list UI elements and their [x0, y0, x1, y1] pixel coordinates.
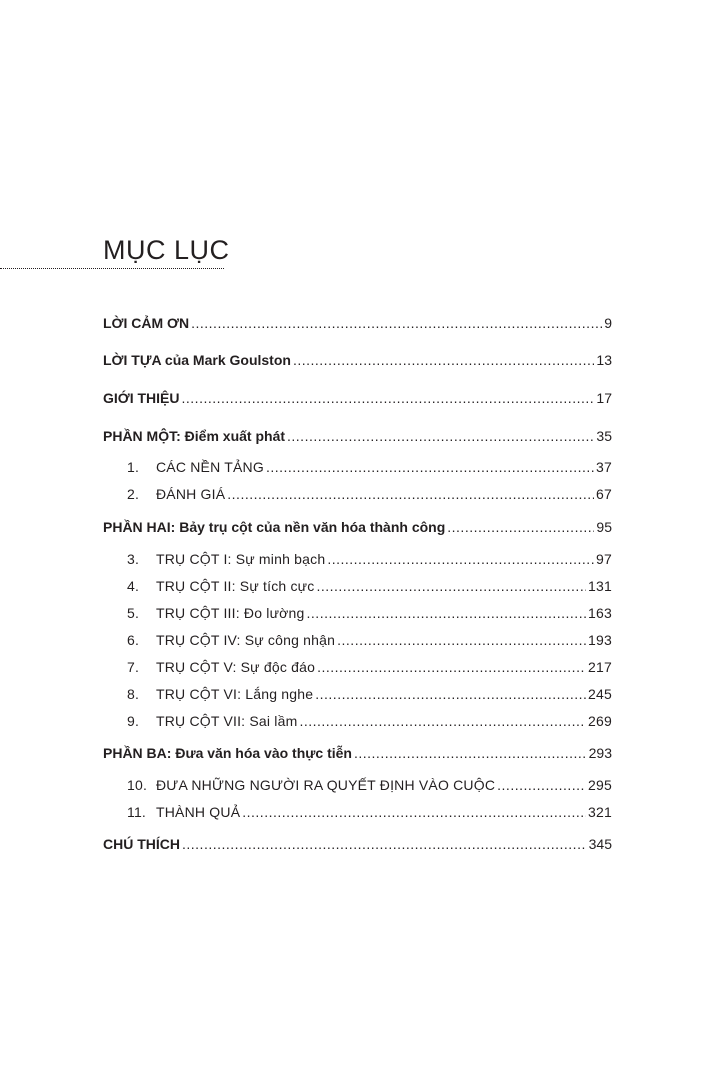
toc-entry-part-one[interactable] — [103, 425, 612, 447]
toc-page-number: 293 — [588, 745, 612, 761]
toc-page-number: 37 — [596, 459, 612, 475]
chapter-number: 4. — [127, 578, 140, 594]
toc-entry-notes[interactable] — [103, 833, 612, 855]
toc-entry-introduction[interactable] — [103, 387, 612, 409]
dot-leader — [293, 349, 594, 371]
toc-entry-foreword[interactable] — [103, 349, 612, 371]
toc-page-number: 17 — [596, 390, 612, 406]
toc-entry-label: CHÚ THÍCH — [103, 836, 180, 852]
dot-leader — [266, 456, 594, 478]
toc-entry-label: PHẦN HAI: Bảy trụ cột của nền văn hóa thành công — [103, 519, 446, 535]
dot-leader — [242, 801, 586, 823]
toc-page-number: 345 — [588, 836, 612, 852]
toc-page-number: 95 — [596, 519, 612, 535]
toc-entry-label: ĐƯA NHỮNG NGƯỜI RA QUYẾT ĐỊNH VÀO CUỘC — [156, 777, 496, 793]
dot-leader — [327, 548, 594, 570]
toc-entry-chapter-6[interactable] — [127, 629, 612, 651]
toc-entry-label: LỜI TỰA của Mark Goulston — [103, 352, 291, 368]
dot-leader — [287, 425, 594, 447]
toc-entry-part-two[interactable] — [103, 516, 612, 538]
toc-page-number: 295 — [588, 777, 612, 793]
toc-page-number: 163 — [588, 605, 612, 621]
toc-entry-label: TRỤ CỘT IV: Sự công nhận — [156, 632, 336, 648]
toc-page-number: 9 — [604, 315, 612, 331]
toc-page-number: 131 — [588, 578, 612, 594]
chapter-number: 9. — [127, 713, 140, 729]
toc-page-number: 13 — [596, 352, 612, 368]
toc-entry-chapter-4[interactable] — [127, 575, 612, 597]
toc-page-number: 193 — [588, 632, 612, 648]
toc-entry-chapter-3[interactable] — [127, 548, 612, 570]
toc-entry-label: GIỚI THIỆU — [103, 390, 180, 406]
toc-entry-chapter-2[interactable] — [127, 483, 612, 505]
toc-entry-chapter-8[interactable] — [127, 683, 612, 705]
chapter-number: 7. — [127, 659, 140, 675]
toc-page-number: 67 — [596, 486, 612, 502]
chapter-number: 1. — [127, 459, 140, 475]
title-dotted-rule — [0, 268, 224, 269]
chapter-number: 5. — [127, 605, 140, 621]
toc-entry-chapter-10[interactable] — [127, 774, 612, 796]
toc-entry-chapter-9[interactable] — [127, 710, 612, 732]
toc-entry-label: TRỤ CỘT II: Sự tích cực — [156, 578, 315, 594]
toc-entry-label: PHẦN BA: Đưa văn hóa vào thực tiễn — [103, 745, 352, 761]
chapter-number: 10. — [127, 777, 148, 793]
toc-entry-label: TRỤ CỘT VII: Sai lầm — [156, 713, 298, 729]
toc-entry-label: TRỤ CỘT VI: Lắng nghe — [156, 686, 314, 702]
toc-page-number: 217 — [588, 659, 612, 675]
toc-entry-label: TRỤ CỘT I: Sự minh bạch — [156, 551, 326, 567]
dot-leader — [497, 774, 586, 796]
toc-page-number: 245 — [588, 686, 612, 702]
page-title: MỤC LỤC — [103, 235, 230, 265]
toc-page-number: 97 — [596, 551, 612, 567]
dot-leader — [182, 387, 595, 409]
dot-leader — [354, 742, 587, 764]
dot-leader — [316, 575, 586, 597]
toc-page-number: 35 — [596, 428, 612, 444]
toc-entry-label: LỜI CẢM ƠN — [103, 315, 190, 331]
dot-leader — [307, 602, 587, 624]
dot-leader — [227, 483, 594, 505]
toc-entry-acknowledgements[interactable] — [103, 312, 612, 334]
toc-entry-label: CÁC NỀN TẢNG — [156, 459, 264, 475]
dot-leader — [447, 516, 594, 538]
chapter-number: 6. — [127, 632, 140, 648]
toc-entry-chapter-11[interactable] — [127, 801, 612, 823]
toc-entry-label: THÀNH QUẢ — [156, 804, 241, 820]
toc-entry-label: ĐÁNH GIÁ — [156, 486, 226, 502]
dot-leader — [191, 312, 602, 334]
toc-page-number: 269 — [588, 713, 612, 729]
dot-leader — [182, 833, 587, 855]
chapter-number: 3. — [127, 551, 140, 567]
dot-leader — [317, 656, 586, 678]
toc-entry-chapter-5[interactable] — [127, 602, 612, 624]
chapter-number: 8. — [127, 686, 140, 702]
toc-entry-label: PHẦN MỘT: Điểm xuất phát — [103, 428, 286, 444]
chapter-number: 11. — [127, 804, 147, 820]
toc-entry-chapter-7[interactable] — [127, 656, 612, 678]
toc-entry-label: TRỤ CỘT III: Đo lường — [156, 605, 305, 621]
chapter-number: 2. — [127, 486, 140, 502]
toc-entry-chapter-1[interactable] — [127, 456, 612, 478]
toc-entry-label: TRỤ CỘT V: Sự độc đáo — [156, 659, 316, 675]
toc-entry-part-three[interactable] — [103, 742, 612, 764]
dot-leader — [299, 710, 586, 732]
toc-page-number: 321 — [588, 804, 612, 820]
dot-leader — [337, 629, 586, 651]
dot-leader — [315, 683, 586, 705]
